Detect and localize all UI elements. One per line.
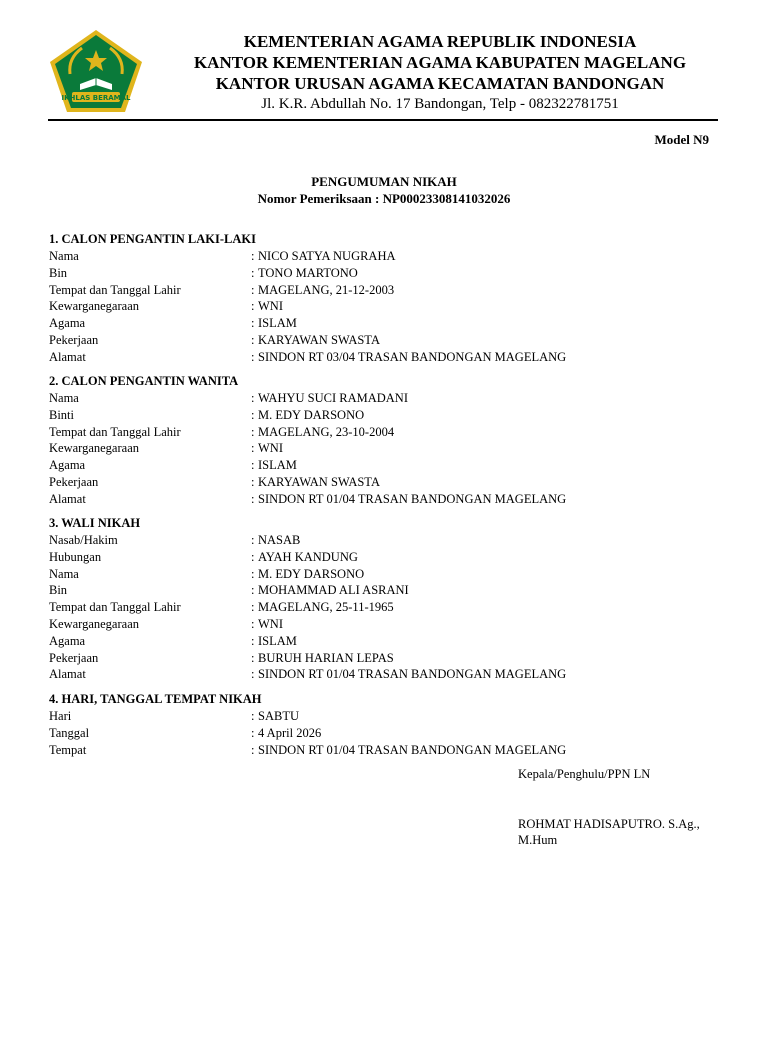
letterhead <box>160 31 720 114</box>
field-value: AYAH KANDUNG <box>258 549 358 564</box>
svg-text:IKHLAS BERAMAL: IKHLAS BERAMAL <box>61 94 131 102</box>
field-separator: : <box>251 600 255 615</box>
field-value: ISLAM <box>258 316 297 331</box>
field-row <box>49 708 719 725</box>
field-separator: : <box>251 407 255 422</box>
field-label: Nama <box>49 249 79 263</box>
field-label: Hubungan <box>49 549 102 564</box>
field-row <box>49 349 719 366</box>
field-label: Tempat dan Tanggal Lahir <box>49 600 181 615</box>
field-value: M. EDY DARSONO <box>258 566 365 581</box>
field-label: Alamat <box>49 349 86 364</box>
field-row <box>49 616 719 633</box>
field-row <box>49 633 719 650</box>
field-separator: : <box>251 249 255 263</box>
field-value: MAGELANG, 25-11-1965 <box>258 600 394 615</box>
field-row <box>49 566 719 583</box>
field-row <box>49 599 719 616</box>
field-separator: : <box>251 549 255 564</box>
field-label: Pekerjaan <box>49 332 99 347</box>
ministry-name: KEMENTERIAN AGAMA REPUBLIK INDONESIA <box>243 32 637 51</box>
field-label: Pekerjaan <box>49 474 99 489</box>
field-separator: : <box>251 265 255 280</box>
regional-office-name: KANTOR KEMENTERIAN AGAMA KABUPATEN MAGELANG <box>193 53 687 72</box>
field-value: WNI <box>258 616 283 631</box>
field-separator: : <box>251 441 255 456</box>
field-row <box>49 282 719 299</box>
field-separator: : <box>251 650 255 665</box>
field-value: MAGELANG, 21-12-2003 <box>258 282 395 297</box>
field-row <box>49 474 719 491</box>
field-row <box>49 457 719 474</box>
field-separator: : <box>251 299 255 314</box>
field-row <box>49 650 719 667</box>
field-label: Nasab/Hakim <box>49 533 118 547</box>
field-separator: : <box>251 533 255 547</box>
document-title: PENGUMUMAN NIKAH <box>311 174 457 189</box>
field-label: Agama <box>49 633 86 648</box>
field-label: Nama <box>49 391 79 405</box>
field-value: TONO MARTONO <box>258 265 358 280</box>
field-value: WNI <box>258 299 283 314</box>
field-separator: : <box>251 709 255 723</box>
field-row <box>49 549 719 566</box>
field-row <box>49 407 719 424</box>
field-separator: : <box>251 282 255 297</box>
exam-number: Nomor Pemeriksaan : NP00023308141032026 <box>257 191 511 206</box>
field-value: M. EDY DARSONO <box>258 407 365 422</box>
header-divider <box>48 119 718 121</box>
signatory-position: Kepala/Penghulu/PPN LN <box>518 767 651 781</box>
field-row <box>49 440 719 457</box>
field-separator: : <box>251 349 255 364</box>
field-label: Tanggal <box>49 725 90 740</box>
signatory-name-line1: ROHMAT HADISAPUTRO. S.Ag., <box>518 817 700 831</box>
field-label: Hari <box>49 709 72 723</box>
field-value: 4 April 2026 <box>258 725 322 740</box>
field-row <box>49 248 719 265</box>
field-value: MAGELANG, 23-10-2004 <box>258 424 395 439</box>
field-separator: : <box>251 633 255 648</box>
field-separator: : <box>251 391 255 405</box>
signatory-name-line2: M.Hum <box>518 833 558 847</box>
field-value: KARYAWAN SWASTA <box>258 474 380 489</box>
field-label: Bin <box>49 265 68 280</box>
field-value: KARYAWAN SWASTA <box>258 332 380 347</box>
field-row <box>49 532 719 549</box>
section-heading: 3. WALI NIKAH <box>49 516 141 530</box>
field-separator: : <box>251 742 255 757</box>
field-row <box>49 390 719 407</box>
field-separator: : <box>251 616 255 631</box>
section-groom <box>49 231 719 366</box>
field-value: SINDON RT 01/04 TRASAN BANDONGAN MAGELANG <box>258 742 567 757</box>
field-label: Tempat dan Tanggal Lahir <box>49 282 181 297</box>
field-value: NICO SATYA NUGRAHA <box>258 249 396 263</box>
field-label: Nama <box>49 566 79 581</box>
field-row <box>49 725 719 742</box>
field-separator: : <box>251 583 255 598</box>
field-row <box>49 298 719 315</box>
field-separator: : <box>251 474 255 489</box>
field-value: SINDON RT 03/04 TRASAN BANDONGAN MAGELANG <box>258 349 567 364</box>
field-label: Agama <box>49 458 86 473</box>
field-row <box>49 666 719 683</box>
field-value: ISLAM <box>258 633 297 648</box>
field-separator: : <box>251 424 255 439</box>
field-value: SINDON RT 01/04 TRASAN BANDONGAN MAGELANG <box>258 491 567 506</box>
field-row <box>49 742 719 759</box>
field-label: Kewarganegaraan <box>49 299 139 314</box>
field-value: NASAB <box>258 533 301 547</box>
section-heading: 2. CALON PENGANTIN WANITA <box>49 374 239 388</box>
section-bride <box>49 373 719 508</box>
field-label: Alamat <box>49 667 86 682</box>
field-value: ISLAM <box>258 458 297 473</box>
section-guardian <box>49 515 719 683</box>
office-address: Jl. K.R. Abdullah No. 17 Bandongan, Telp - 082322781751 <box>261 96 619 112</box>
field-label: Agama <box>49 316 86 331</box>
field-label: Pekerjaan <box>49 650 99 665</box>
field-separator: : <box>251 458 255 473</box>
field-value: BURUH HARIAN LEPAS <box>258 650 394 665</box>
field-row <box>49 582 719 599</box>
form-model: Model N9 <box>654 132 709 147</box>
field-label: Tempat dan Tanggal Lahir <box>49 424 181 439</box>
field-value: SABTU <box>258 709 299 723</box>
field-separator: : <box>251 667 255 682</box>
field-label: Bin <box>49 583 68 598</box>
field-value: WAHYU SUCI RAMADANI <box>258 391 408 405</box>
field-label: Binti <box>49 407 75 422</box>
field-separator: : <box>251 316 255 331</box>
field-label: Kewarganegaraan <box>49 616 139 631</box>
field-value: SINDON RT 01/04 TRASAN BANDONGAN MAGELANG <box>258 667 567 682</box>
section-wedding <box>49 691 719 758</box>
signatory-name <box>518 816 700 848</box>
field-label: Kewarganegaraan <box>49 441 139 456</box>
field-value: WNI <box>258 441 283 456</box>
field-row <box>49 332 719 349</box>
section-heading: 1. CALON PENGANTIN LAKI-LAKI <box>49 232 256 246</box>
field-value: MOHAMMAD ALI ASRANI <box>258 583 409 598</box>
field-row <box>49 424 719 441</box>
field-label: Tempat <box>49 742 87 757</box>
field-row <box>49 315 719 332</box>
kemenag-logo <box>48 28 144 114</box>
field-row <box>49 265 719 282</box>
field-row <box>49 491 719 508</box>
field-separator: : <box>251 566 255 581</box>
field-separator: : <box>251 725 255 740</box>
district-office-name: KANTOR URUSAN AGAMA KECAMATAN BANDONGAN <box>215 74 665 93</box>
section-heading: 4. HARI, TANGGAL TEMPAT NIKAH <box>49 692 262 706</box>
field-separator: : <box>251 332 255 347</box>
field-label: Alamat <box>49 491 86 506</box>
field-separator: : <box>251 491 255 506</box>
